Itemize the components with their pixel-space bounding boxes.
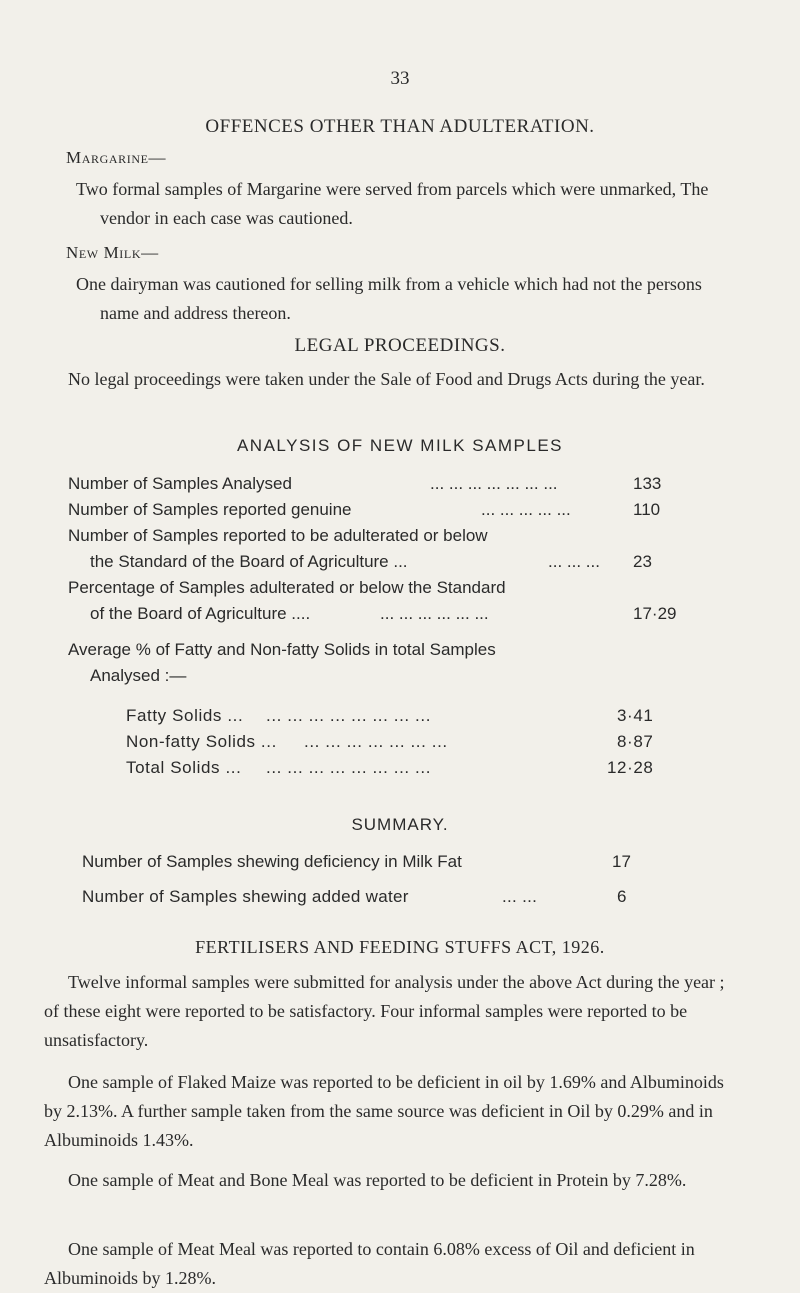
row-label: of the Board of Agriculture .... (90, 604, 311, 623)
margarine-label: Margarine— (66, 148, 167, 167)
row-label: Number of Samples Analysed (68, 474, 292, 493)
average-line (68, 640, 718, 664)
summary-heading: SUMMARY. (351, 815, 449, 834)
fertilisers-paragraph: Twelve informal samples were submitted for analysis under the above Act during the year ; of these eight were reported to be satisfactory. Four informal samples were reported to be unsatisfactory. (44, 972, 725, 1050)
fertilisers-paragraph: One sample of Flaked Maize was reported to be deficient in oil by 1.69% and Albuminoids by 2.13%. A further sample taken from the same source was deficient in Oil by 0.29% and in Albuminoids 1.43%. (44, 1072, 724, 1150)
analysis-row (90, 604, 720, 628)
fertilisers-paragraph: One sample of Meat and Bone Meal was reported to be deficient in Protein by 7.28%. (68, 1170, 687, 1190)
new-milk-text: One dairyman was cautioned for selling milk from a vehicle which had not the persons name and address thereon. (76, 274, 702, 323)
row-value: 3·41 (617, 706, 654, 725)
analysis-row (68, 474, 718, 498)
row-leader: ... ... ... (548, 552, 600, 571)
row-value: 8·87 (617, 732, 654, 751)
summary-row (82, 887, 722, 911)
row-leader: ... ... ... ... ... ... ... (430, 474, 558, 493)
page-number: 33 (390, 68, 410, 89)
row-label: Number of Samples shewing deficiency in Milk Fat (82, 852, 462, 871)
analysis-row (68, 500, 718, 524)
row-label: Number of Samples reported to be adulterated or below (68, 526, 488, 545)
row-value: 6 (617, 887, 627, 906)
row-leader: ... ... (502, 887, 538, 906)
row-value: 110 (633, 500, 661, 519)
solids-row (126, 732, 726, 756)
row-label: Non-fatty Solids ... (126, 732, 277, 751)
analysis-row (90, 552, 720, 576)
solids-row (126, 758, 726, 782)
offences-heading: OFFENCES OTHER THAN ADULTERATION. (205, 116, 595, 137)
row-leader: ... ... ... ... ... (481, 500, 571, 519)
row-leader: ... ... ... ... ... ... (380, 604, 489, 623)
row-value: 12·28 (607, 758, 654, 777)
average-text: Analysed :— (90, 666, 187, 685)
analysis-row (68, 578, 718, 602)
fertilisers-heading: FERTILISERS AND FEEDING STUFFS ACT, 1926. (195, 937, 605, 957)
margarine-text: Two formal samples of Margarine were served from parcels which were unmarked, The vendor in each case was cautioned. (76, 179, 709, 228)
row-label: Number of Samples shewing added water (82, 887, 409, 906)
average-line (90, 666, 720, 690)
legal-heading: LEGAL PROCEEDINGS. (294, 335, 506, 356)
average-text: Average % of Fatty and Non-fatty Solids in total Samples (68, 640, 496, 659)
row-label: Fatty Solids ... (126, 706, 244, 725)
row-label: the Standard of the Board of Agriculture ... (90, 552, 408, 571)
new-milk-label: New Milk— (66, 243, 159, 262)
analysis-row (68, 526, 718, 550)
solids-row (126, 706, 726, 730)
row-label: Number of Samples reported genuine (68, 500, 352, 519)
row-label: Total Solids ... (126, 758, 242, 777)
row-leader: ... ... ... ... ... ... ... ... (266, 706, 432, 725)
fertilisers-paragraph: One sample of Meat Meal was reported to contain 6.08% excess of Oil and deficient in Albuminoids by 1.28%. (44, 1239, 695, 1288)
row-value: 17 (612, 852, 631, 871)
row-value: 133 (633, 474, 662, 493)
row-leader: ... ... ... ... ... ... ... (304, 732, 448, 751)
row-value: 17·29 (633, 604, 677, 623)
legal-text: No legal proceedings were taken under the Sale of Food and Drugs Acts during the year. (68, 369, 705, 389)
summary-row (82, 852, 722, 876)
row-label: Percentage of Samples adulterated or below the Standard (68, 578, 506, 597)
row-leader: ... ... ... ... ... ... ... ... (266, 758, 432, 777)
analysis-heading: ANALYSIS OF NEW MILK SAMPLES (236, 436, 564, 455)
row-value: 23 (633, 552, 652, 571)
